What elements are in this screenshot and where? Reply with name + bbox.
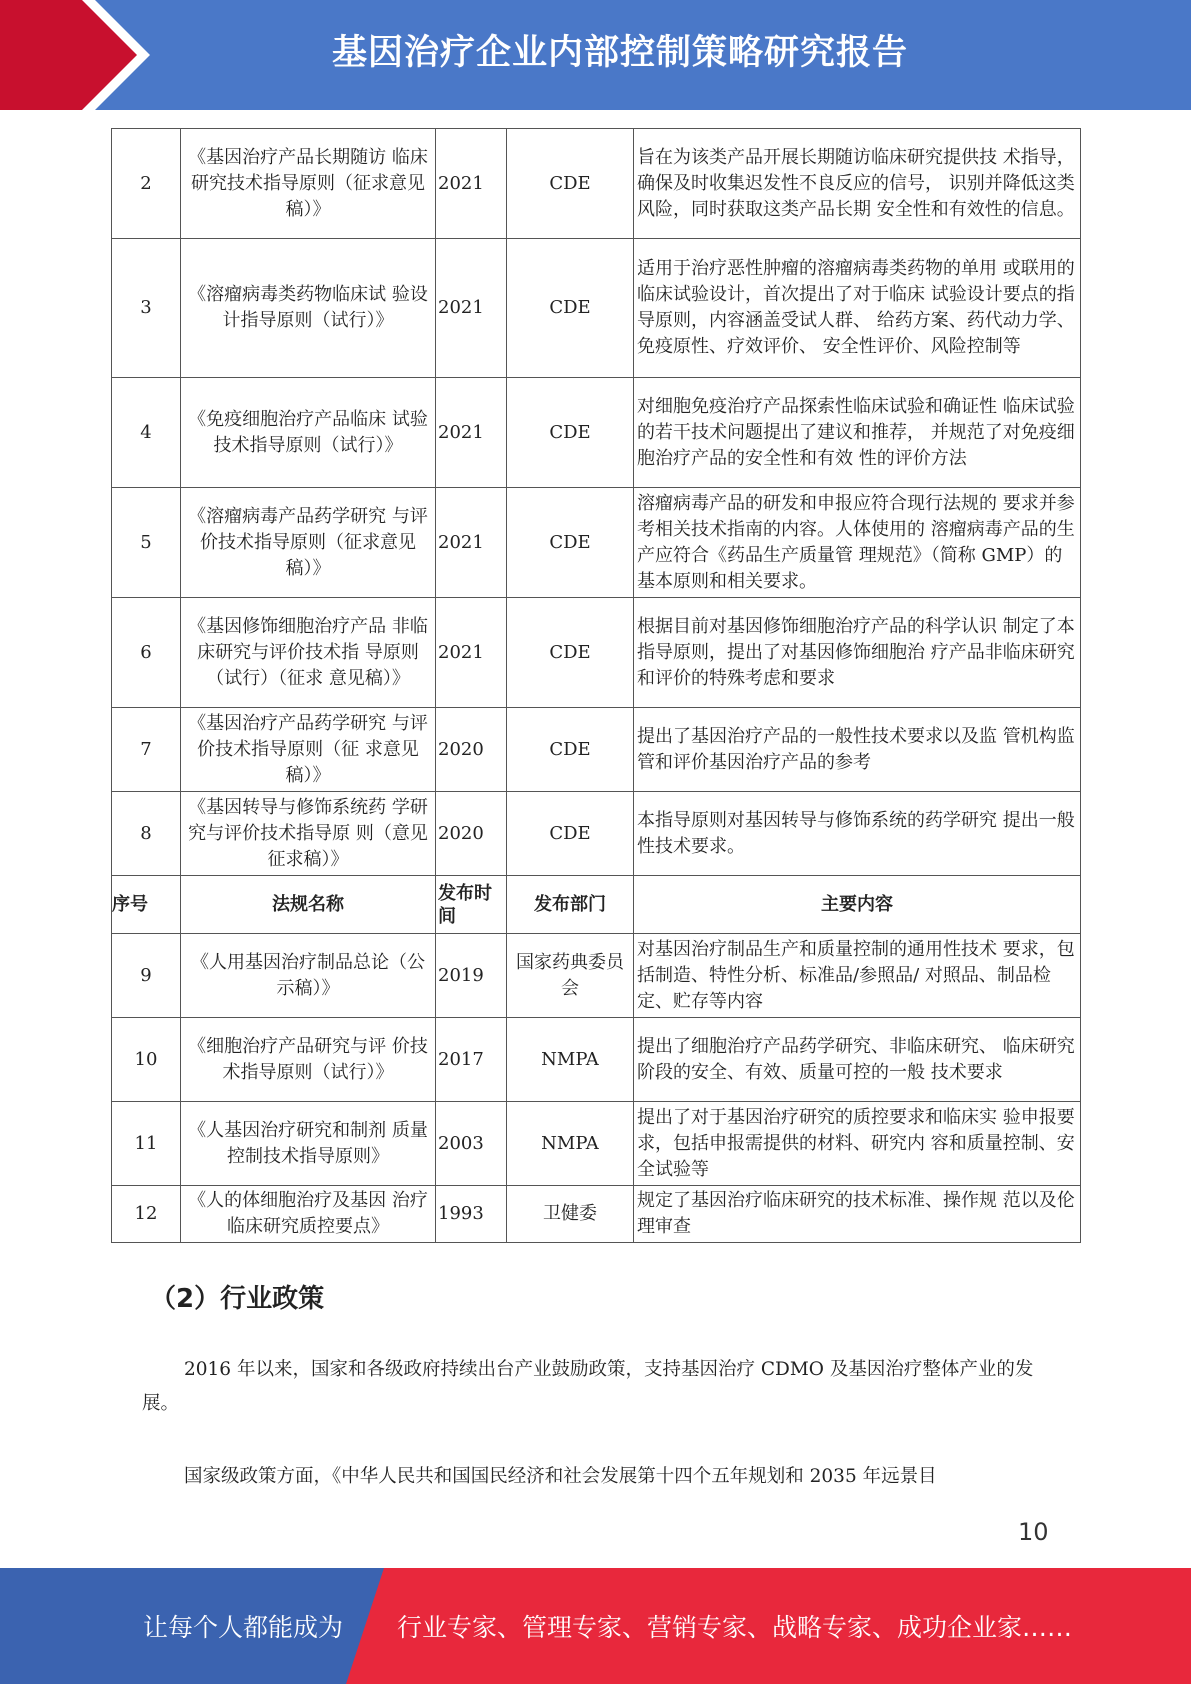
row-content: 旨在为该类产品开展长期随访临床研究提供技 术指导，确保及时收集迟发性不良反应的信号， 识别并降低这类风险，同时获取这类产品长期 安全性和有效性的信息。 (634, 129, 1081, 239)
row-content: 对细胞免疫治疗产品探索性临床试验和确证性 临床试验的若干技术问题提出了建议和推荐， 并规范了对免疫细胞治疗产品的安全性和有效 性的评价方法 (634, 378, 1081, 488)
row-dept: CDE (507, 488, 634, 598)
row-name: 《人用基因治疗制品总论（公示稿）》 (181, 934, 436, 1018)
row-name: 《人基因治疗研究和制剂 质量控制技术指导原则》 (181, 1102, 436, 1186)
header-red-arrow-icon (0, 0, 150, 110)
report-title: 基因治疗企业内部控制策略研究报告 (331, 33, 908, 73)
row-dept: CDE (507, 708, 634, 792)
row-content: 根据目前对基因修饰细胞治疗产品的科学认识 制定了本指导原则，提出了对基因修饰细胞治 疗产品非临床研究和评价的特殊考虑和要求 (634, 598, 1081, 708)
row-dept: 卫健委 (507, 1186, 634, 1243)
footer-slogan-right: 行业专家、管理专家、营销专家、战略专家、成功企业家…… (397, 1613, 1073, 1642)
header-no: 序号 (112, 876, 181, 934)
row-year: 2017 (436, 1018, 507, 1102)
table-row (112, 488, 1081, 598)
row-no: 8 (112, 792, 181, 876)
row-no: 9 (112, 934, 181, 1018)
table-row (112, 239, 1081, 378)
header-year: 发布时间 (436, 876, 507, 934)
table-row (112, 1018, 1081, 1102)
row-content: 规定了基因治疗临床研究的技术标准、操作规 范以及伦理审查 (634, 1186, 1081, 1243)
row-no: 5 (112, 488, 181, 598)
row-dept: NMPA (507, 1102, 634, 1186)
row-year: 1993 (436, 1186, 507, 1243)
row-year: 2021 (436, 239, 507, 378)
row-content: 溶瘤病毒产品的研发和申报应符合现行法规的 要求并参考相关技术指南的内容。人体使用的 溶瘤病毒产品的生产应符合《药品生产质量管 理规范》（简称 GMP）的基本原则和相关要求。 (634, 488, 1081, 598)
row-content: 提出了基因治疗产品的一般性技术要求以及监 管机构监管和评价基因治疗产品的参考 (634, 708, 1081, 792)
row-no: 2 (112, 129, 181, 239)
paragraph-1: 2016 年以来，国家和各级政府持续出台产业鼓励政策，支持基因治疗 CDMO 及基因治疗整体产业的发展。 (142, 1359, 1034, 1414)
table-header-row (112, 876, 1081, 934)
row-no: 6 (112, 598, 181, 708)
page-footer (0, 1568, 1191, 1684)
table-row (112, 129, 1081, 239)
row-year: 2021 (436, 378, 507, 488)
regulations-table (111, 128, 1081, 1243)
row-content: 提出了对于基因治疗研究的质控要求和临床实 验申报要求，包括申报需提供的材料、研究内 容和质量控制、安全试验等 (634, 1102, 1081, 1186)
row-dept: 国家药典委员会 (507, 934, 634, 1018)
row-name: 《人的体细胞治疗及基因 治疗临床研究质控要点》 (181, 1186, 436, 1243)
row-content: 对基因治疗制品生产和质量控制的通用性技术 要求，包括制造、特性分析、标准品/参照品/ 对照品、制品检定、贮存等内容 (634, 934, 1081, 1018)
row-content: 本指导原则对基因转导与修饰系统的药学研究 提出一般性技术要求。 (634, 792, 1081, 876)
table-row (112, 1102, 1081, 1186)
table-row (112, 1186, 1081, 1243)
table-row (112, 598, 1081, 708)
header-name: 法规名称 (181, 876, 436, 934)
row-no: 11 (112, 1102, 181, 1186)
row-name: 《基因治疗产品长期随访 临床研究技术指导原则（征求意见稿）》 (181, 129, 436, 239)
row-content: 提出了细胞治疗产品药学研究、非临床研究、 临床研究阶段的安全、有效、质量可控的一般 技术要求 (634, 1018, 1081, 1102)
table-row (112, 792, 1081, 876)
page-header (0, 0, 1191, 110)
row-dept: CDE (507, 378, 634, 488)
row-no: 7 (112, 708, 181, 792)
row-year: 2020 (436, 792, 507, 876)
row-year: 2021 (436, 598, 507, 708)
row-name: 《基因转导与修饰系统药 学研究与评价技术指导原 则（意见征求稿）》 (181, 792, 436, 876)
row-name: 《溶瘤病毒类药物临床试 验设计指导原则（试行）》 (181, 239, 436, 378)
row-year: 2021 (436, 129, 507, 239)
row-year: 2019 (436, 934, 507, 1018)
row-year: 2021 (436, 488, 507, 598)
row-dept: CDE (507, 129, 634, 239)
table-row (112, 708, 1081, 792)
row-name: 《免疫细胞治疗产品临床 试验技术指导原则（试行）》 (181, 378, 436, 488)
row-dept: CDE (507, 792, 634, 876)
table-row (112, 934, 1081, 1018)
header-content: 主要内容 (634, 876, 1081, 934)
row-name: 《基因修饰细胞治疗产品 非临床研究与评价技术指 导原则（试行）（征求 意见稿）》 (181, 598, 436, 708)
paragraph-2: 国家级政策方面，《中华人民共和国国民经济和社会发展第十四个五年规划和 2035 年远景目 (184, 1466, 937, 1487)
row-name: 《基因治疗产品药学研究 与评价技术指导原则（征 求意见稿）》 (181, 708, 436, 792)
row-content: 适用于治疗恶性肿瘤的溶瘤病毒类药物的单用 或联用的临床试验设计，首次提出了对于临床 试验设计要点的指导原则，内容涵盖受试人群、 给药方案、药代动力学、免疫原性、疗效评价、 安全性评价、风险控制等 (634, 239, 1081, 378)
row-dept: CDE (507, 239, 634, 378)
row-name: 《细胞治疗产品研究与评 价技术指导原则（试行）》 (181, 1018, 436, 1102)
row-dept: NMPA (507, 1018, 634, 1102)
row-no: 12 (112, 1186, 181, 1243)
row-dept: CDE (507, 598, 634, 708)
row-no: 10 (112, 1018, 181, 1102)
table-row (112, 378, 1081, 488)
row-year: 2003 (436, 1102, 507, 1186)
page-number: 10 (1018, 1518, 1049, 1546)
section-title: （2）行业政策 (150, 1284, 325, 1314)
row-year: 2020 (436, 708, 507, 792)
row-no: 3 (112, 239, 181, 378)
row-no: 4 (112, 378, 181, 488)
row-name: 《溶瘤病毒产品药学研究 与评价技术指导原则（征求意见稿）》 (181, 488, 436, 598)
header-dept: 发布部门 (507, 876, 634, 934)
footer-slogan-left: 让每个人都能成为 (143, 1613, 344, 1642)
